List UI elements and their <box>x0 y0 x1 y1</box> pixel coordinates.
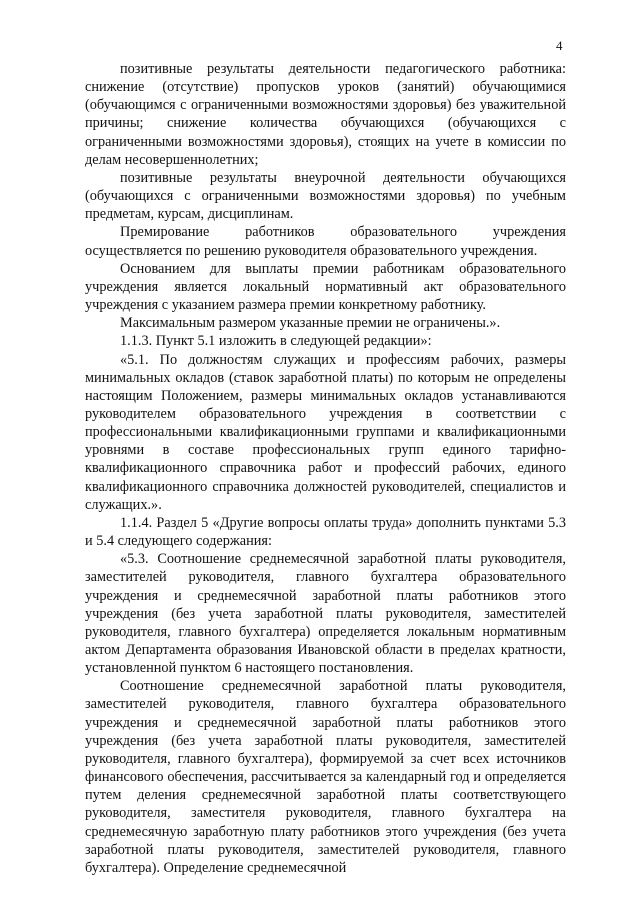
page-number: 4 <box>556 38 563 53</box>
paragraph-bonus-decision: Премирование работников образовательного учреждения осуществляется по решению руководителя образовательного учреждения. <box>85 224 566 259</box>
paragraph-extracurricular-results: позитивные результаты внеурочной деятельности обучающихся (обучающихся с ограниченными возможностями здоровья) по учебным предметам, курсам, дисциплинам. <box>85 169 566 223</box>
paragraph-item-1-1-3: 1.1.3. Пункт 5.1 изложить в следующей редакции»: <box>120 333 432 350</box>
paragraph-teacher-results: позитивные результаты деятельности педагогического работника: снижение (отсутствие) пропусков уроков (занятий) обучающимися (обучающимся с ограниченными возможностями здоровья) без уважительной причины; снижение количества обучающихся (обучающихся с ограниченными возможностями здоровья), стоящих на учете в комиссии по делам несовершеннолетних; <box>85 61 566 168</box>
document-body <box>85 60 566 877</box>
paragraph-bonus-maximum: Максимальным размером указанные премии не ограничены.». <box>120 315 501 332</box>
paragraph-salary-ratio: Соотношение среднемесячной заработной платы руководителя, заместителей руководителя, главного бухгалтера образовательного учреждения и среднемесячной заработной платы работников этого учреждения (без учета заработной платы руководителя, заместителей руководителя, главного бухгалтера), формируемой за счет всех источников финансового обеспечения, рассчитывается за календарный год и определяется путем деления среднемесячной заработной платы соответствующего руководителя, заместителя руководителя, главного бухгалтера на среднемесячную заработную плату работников этого учреждения (без учета заработной платы руководителя, заместителей руководителя, главного бухгалтера). Определение среднемесячной <box>85 678 566 876</box>
paragraph-clause-5-1: «5.1. По должностям служащих и профессиям рабочих, размеры минимальных окладов (ставок заработной платы) по которым не определены настоящим Положением, размеры минимальных окладов устанавливаются руководителем образовательного учреждения в соответствии с профессиональными квалификационными группами и квалификационными уровнями в составе профессиональных групп единого тарифно-квалификационного справочника работ и профессий рабочих, единого квалификационного справочника должностей руководителей, специалистов и служащих.». <box>85 351 566 513</box>
paragraph-item-1-1-4: 1.1.4. Раздел 5 «Другие вопросы оплаты труда» дополнить пунктами 5.3 и 5.4 следующего содержания: <box>85 514 566 550</box>
paragraph-clause-5-3: «5.3. Соотношение среднемесячной заработной платы руководителя, заместителей руководителя, главного бухгалтера образовательного учреждения и среднемесячной заработной платы работников этого учреждения (без учета заработной платы руководителя, заместителей руководителя, главного бухгалтера) определяется локальным нормативным актом Департамента образования Ивановской области в пределах кратности, установленной пунктом 6 настоящего постановления. <box>85 551 566 677</box>
paragraph-bonus-basis: Основанием для выплаты премии работникам образовательного учреждения является локальный нормативный акт образовательного учреждения с указанием размера премии конкретному работнику. <box>85 260 566 314</box>
